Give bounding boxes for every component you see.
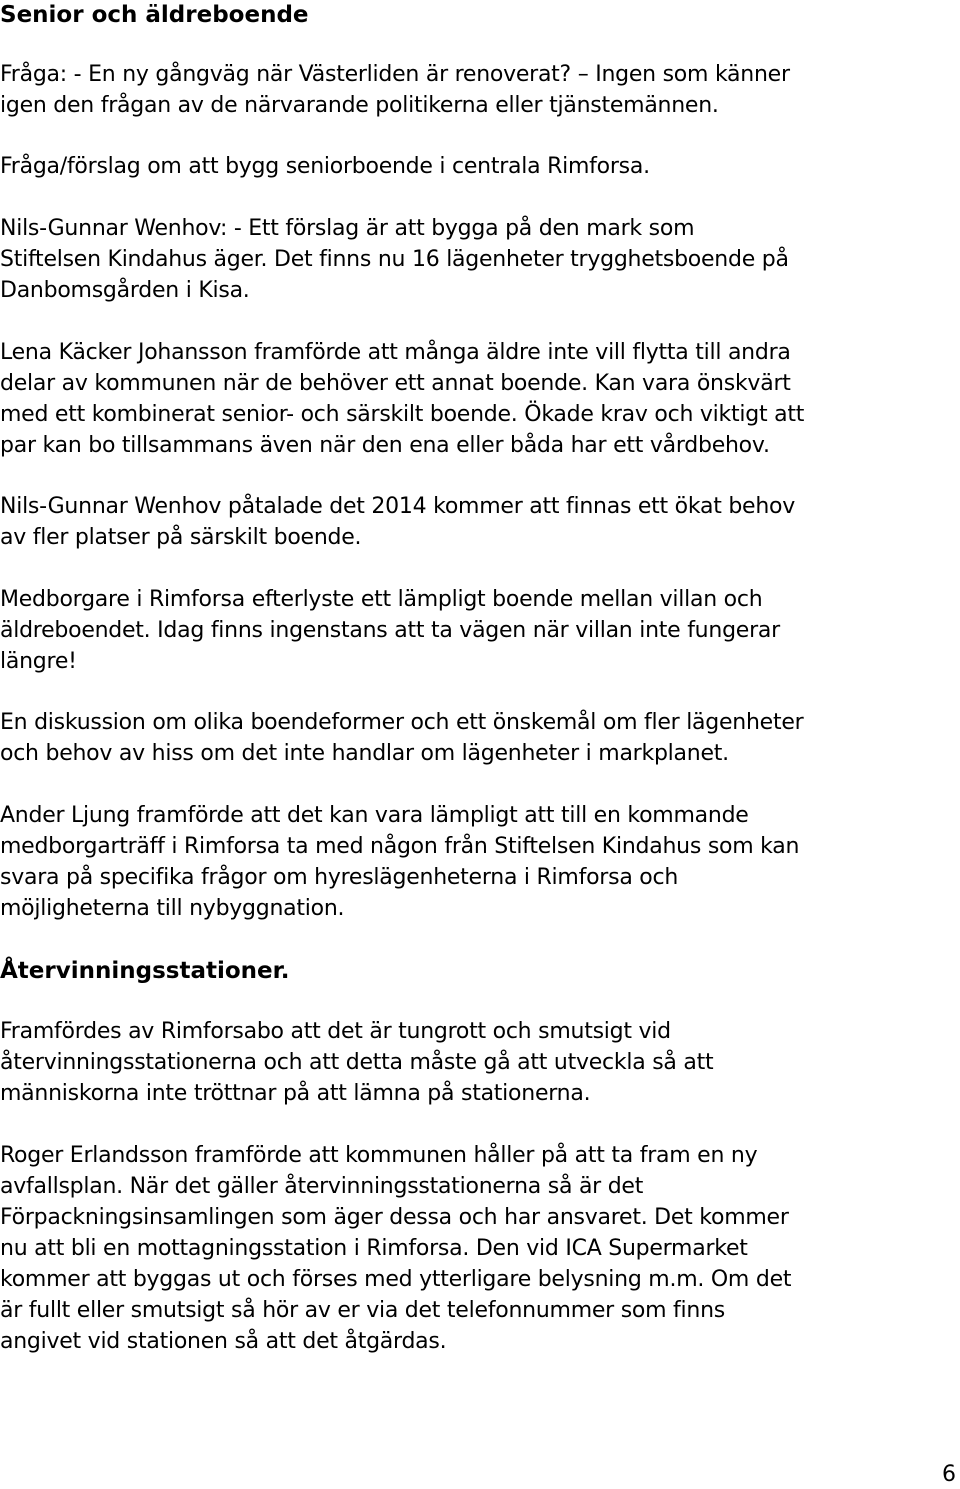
text-line: Stiftelsen Kindahus äger. Det finns nu 16 lägenheter trygghetsboende på — [0, 247, 789, 272]
paragraph-gangvag — [0, 59, 790, 121]
paragraph-rimforsabo — [0, 1016, 713, 1109]
paragraph-medborgare — [0, 584, 780, 677]
paragraph-kacker-johansson — [0, 337, 804, 461]
text-line: Danbomsgården i Kisa. — [0, 278, 250, 303]
text-line: medborgarträff i Rimforsa ta med någon från Stiftelsen Kindahus som kan — [0, 834, 800, 859]
paragraph-erlandsson — [0, 1140, 791, 1357]
paragraph-wenhov-2014 — [0, 491, 795, 553]
text-line: delar av kommunen när de behöver ett annat boende. Kan vara önskvärt — [0, 371, 791, 396]
page-number: 6 — [942, 1462, 956, 1487]
text-line: par kan bo tillsammans även när den ena eller båda har ett vårdbehov. — [0, 433, 770, 458]
text-line: Nils-Gunnar Wenhov påtalade det 2014 kommer att finnas ett ökat behov — [0, 494, 796, 519]
text-line: Roger Erlandsson framförde att kommunen håller på att ta fram en ny — [0, 1143, 758, 1168]
text-line: angivet vid stationen så att det åtgärdas. — [0, 1329, 447, 1354]
text-line: möjligheterna till nybyggnation. — [0, 896, 345, 921]
text-line: Fråga/förslag om att bygg seniorboende i centrala Rimforsa. — [0, 154, 650, 179]
paragraph-ljung — [0, 800, 799, 924]
text-line: är fullt eller smutsigt så hör av er via det telefonnummer som finns — [0, 1298, 726, 1323]
text-line: Förpackningsinsamlingen som äger dessa och har ansvaret. Det kommer — [0, 1205, 789, 1230]
text-line: En diskussion om olika boendeformer och ett önskemål om fler lägenheter — [0, 710, 804, 735]
section-heading-recycling: Återvinningsstationer. — [0, 958, 290, 984]
text-line: människorna inte tröttnar på att lämna på stationerna. — [0, 1081, 591, 1106]
text-line: och behov av hiss om det inte handlar om lägenheter i markplanet. — [0, 741, 729, 766]
text-line: igen den frågan av de närvarande politikerna eller tjänstemännen. — [0, 93, 719, 118]
paragraph-diskussion — [0, 707, 803, 769]
text-line: Ander Ljung framförde att det kan vara lämpligt att till en kommande — [0, 803, 749, 828]
text-line: Framfördes av Rimforsabo att det är tungrott och smutsigt vid — [0, 1019, 671, 1044]
text-line: längre! — [0, 649, 77, 674]
text-line: Medborgare i Rimforsa efterlyste ett lämpligt boende mellan villan och — [0, 587, 763, 612]
text-line: svara på specifika frågor om hyreslägenheterna i Rimforsa och — [0, 865, 679, 890]
text-line: med ett kombinerat senior- och särskilt boende. Ökade krav och viktigt att — [0, 402, 805, 427]
section-heading-senior: Senior och äldreboende — [0, 2, 309, 28]
text-line: äldreboendet. Idag finns ingenstans att ta vägen när villan inte fungerar — [0, 618, 780, 643]
text-line: Nils-Gunnar Wenhov: - Ett förslag är att bygga på den mark som — [0, 216, 695, 241]
paragraph-wenhov-forslag — [0, 213, 789, 306]
paragraph-seniorboende — [0, 151, 650, 182]
text-line: av fler platser på särskilt boende. — [0, 525, 362, 550]
text-line: avfallsplan. När det gäller återvinningsstationerna så är det — [0, 1174, 644, 1199]
text-line: kommer att byggas ut och förses med ytterligare belysning m.m. Om det — [0, 1267, 792, 1292]
text-line: nu att bli en mottagningsstation i Rimforsa. Den vid ICA Supermarket — [0, 1236, 748, 1261]
text-line: Lena Käcker Johansson framförde att många äldre inte vill flytta till andra — [0, 340, 791, 365]
text-line: återvinningsstationerna och att detta måste gå att utveckla så att — [0, 1050, 714, 1075]
text-line: Fråga: - En ny gångväg när Västerliden är renoverat? – Ingen som känner — [0, 62, 790, 87]
